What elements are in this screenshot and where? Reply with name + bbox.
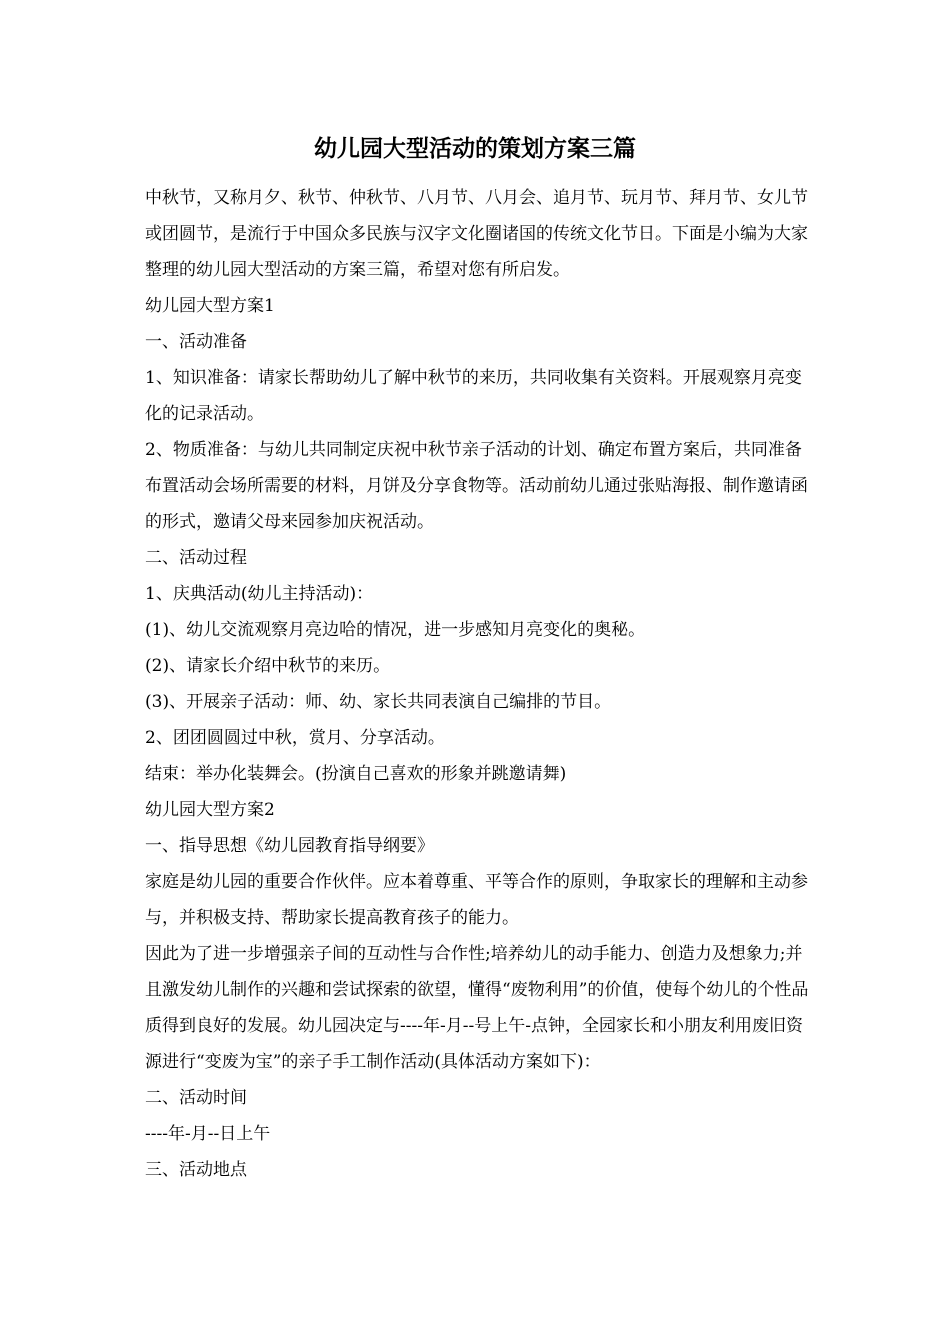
paragraph: 2、团团圆圆过中秋，赏月、分享活动。 [145,728,445,748]
paragraph: (2)、请家长介绍中秋节的来历。 [145,656,391,676]
section-heading: 一、活动准备 [145,332,247,352]
paragraph: 1、庆典活动(幼儿主持活动)： [145,584,374,604]
paragraph: 家庭是幼儿园的重要合作伙伴。应本着尊重、平等合作的原则，争取家长的理解和主动参与，并积极支持、帮助家长提高教育孩子的能力。 [145,872,808,928]
paragraph: (3)、开展亲子活动：师、幼、家长共同表演自己编排的节目。 [145,692,612,712]
section-heading: 二、活动时间 [145,1088,247,1108]
paragraph: 中秋节，又称月夕、秋节、仲秋节、八月节、八月会、追月节、玩月节、拜月节、女儿节或团圆节，是流行于中国众多民族与汉字文化圈诸国的传统文化节日。下面是小编为大家整理的幼儿园大型活动的方案三篇，希望对您有所启发。 [145,188,808,280]
section-heading: 幼儿园大型方案2 [145,800,275,820]
document-body [145,180,810,1188]
section-heading: 一、指导思想《幼儿园教育指导纲要》 [145,836,434,856]
paragraph: 结束：举办化装舞会。(扮演自己喜欢的形象并跳邀请舞) [145,764,567,784]
section-heading: 三、活动地点 [145,1160,247,1180]
paragraph: 1、知识准备：请家长帮助幼儿了解中秋节的来历，共同收集有关资料。开展观察月亮变化的记录活动。 [145,368,802,424]
paragraph: (1)、幼儿交流观察月亮边哈的情况，进一步感知月亮变化的奥秘。 [145,620,646,640]
section-heading: 幼儿园大型方案1 [145,296,275,316]
paragraph: 因此为了进一步增强亲子间的互动性与合作性;培养幼儿的动手能力、创造力及想象力;并且激发幼儿制作的兴趣和尝试探索的欲望，懂得“废物利用”的价值，使每个幼儿的个性品质得到良好的发展。幼儿园决定与----年-月--号上午-点钟，全园家长和小朋友利用废旧资源进行“变废为宝”的亲子手工制作活动(具体活动方案如下)： [145,944,809,1072]
paragraph: 2、物质准备：与幼儿共同制定庆祝中秋节亲子活动的计划、确定布置方案后，共同准备布置活动会场所需要的材料，月饼及分享食物等。活动前幼儿通过张贴海报、制作邀请函的形式，邀请父母来园参加庆祝活动。 [145,440,808,532]
paragraph: ----年-月--日上午 [145,1124,271,1144]
section-heading: 二、活动过程 [145,548,247,568]
document-title: 幼儿园大型活动的策划方案三篇 [314,135,636,162]
